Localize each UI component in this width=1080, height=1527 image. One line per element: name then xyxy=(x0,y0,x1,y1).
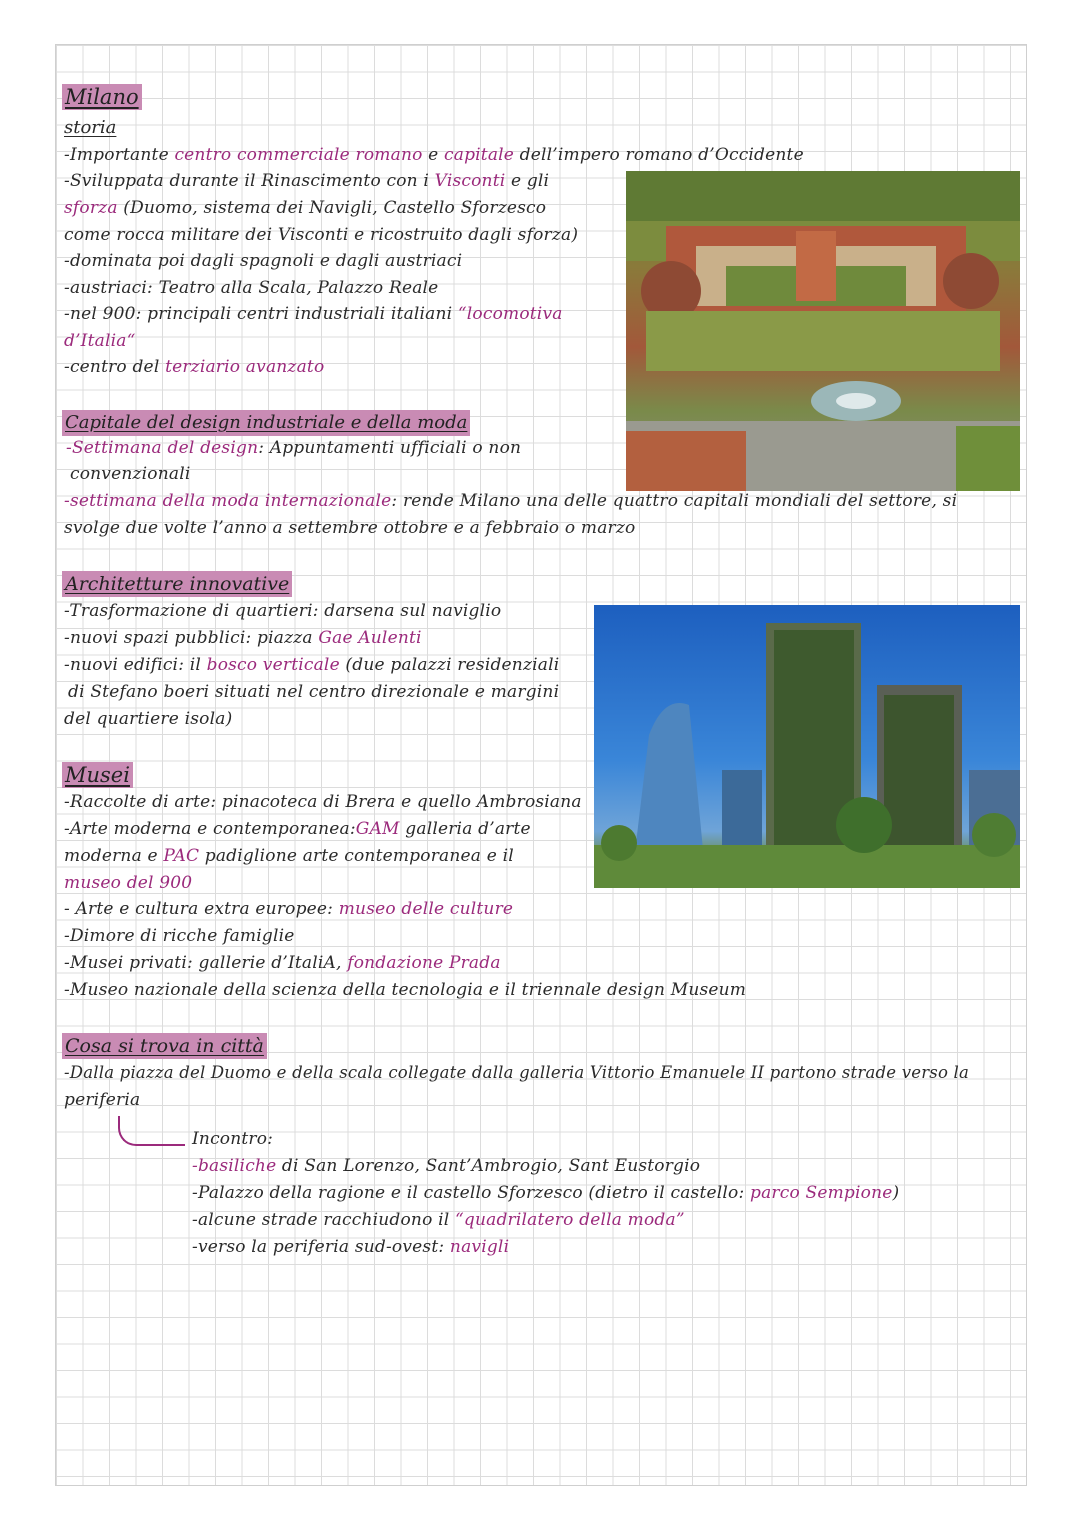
note-line: -Museo nazionale della scienza della tecnologia e il triennale design Museum xyxy=(64,980,747,1000)
section-title-citta: Cosa si trova in città xyxy=(62,1033,267,1059)
note-line: -centro del terziario avanzato xyxy=(64,357,325,377)
note-line: museo del 900 xyxy=(64,873,193,893)
section-title-design: Capitale del design industriale e della moda xyxy=(62,410,470,436)
note-line: del quartiere isola) xyxy=(64,709,233,729)
note-line: -verso la periferia sud-ovest: navigli xyxy=(192,1237,510,1257)
note-line: -Dimore di ricche famiglie xyxy=(64,926,295,946)
note-line: d’Italia“ xyxy=(64,331,136,351)
note-line: -Settimana del design: Appuntamenti ufficiali o non xyxy=(66,438,522,458)
note-line: -Sviluppata durante il Rinascimento con i Visconti e gli xyxy=(64,171,550,191)
note-line: come rocca militare dei Visconti e ricostruito dagli sforza) xyxy=(64,225,579,245)
note-line: moderna e PAC padiglione arte contemporanea e il xyxy=(64,846,514,866)
note-line: -alcune strade racchiudono il “quadrilatero della moda” xyxy=(192,1210,685,1230)
note-line: sforza (Duomo, sistema dei Navigli, Castello Sforzesco xyxy=(64,198,547,218)
note-line: -nel 900: principali centri industriali italiani “locomotiva xyxy=(64,304,563,324)
note-line: - Arte e cultura extra europee: museo delle culture xyxy=(64,899,514,919)
bosco-verticale-photo xyxy=(594,605,1020,888)
note-line: -Arte moderna e contemporanea:GAM galleria d’arte xyxy=(64,819,531,839)
note-line: -nuovi edifici: il bosco verticale (due palazzi residenziali xyxy=(64,655,560,675)
note-line: -basiliche di San Lorenzo, Sant’Ambrogio, Sant Eustorgio xyxy=(192,1156,701,1176)
note-line: Incontro: xyxy=(192,1129,274,1149)
note-line: -Importante centro commerciale romano e capitale dell’impero romano d’Occidente xyxy=(64,145,804,165)
note-line: -Raccolte di arte: pinacoteca di Brera e quello Ambrosiana xyxy=(64,792,582,812)
note-line: convenzionali xyxy=(70,464,191,484)
section-title-musei: Musei xyxy=(62,762,133,788)
note-line: periferia xyxy=(64,1090,141,1110)
section-title-architetture: Architetture innovative xyxy=(62,571,292,597)
note-line: di Stefano boeri situati nel centro direzionale e margini xyxy=(68,682,560,702)
note-line: -Dalla piazza del Duomo e della scala collegate dalla galleria Vittorio Emanuele II partono strade verso la xyxy=(64,1063,970,1082)
castello-sforzesco-photo xyxy=(626,171,1020,491)
section-subtitle-storia: storia xyxy=(64,117,117,138)
bracket-arrow xyxy=(118,1116,185,1146)
note-line: svolge due volte l’anno a settembre ottobre e a febbraio o marzo xyxy=(64,518,636,538)
note-line: -nuovi spazi pubblici: piazza Gae Aulenti xyxy=(64,628,422,648)
note-line: -austriaci: Teatro alla Scala, Palazzo Reale xyxy=(64,278,439,298)
note-line: -Musei privati: gallerie d’ItaliA, fondazione Prada xyxy=(64,953,501,973)
note-line: -Trasformazione di quartieri: darsena sul naviglio xyxy=(64,601,502,621)
note-line: -dominata poi dagli spagnoli e dagli austriaci xyxy=(64,251,463,271)
page-title: Milano xyxy=(62,84,142,110)
note-line: -Palazzo della ragione e il castello Sforzesco (dietro il castello: parco Sempione) xyxy=(192,1183,900,1203)
note-line: -settimana della moda internazionale: rende Milano una delle quattro capitali mondiali del settore, si xyxy=(64,491,958,511)
